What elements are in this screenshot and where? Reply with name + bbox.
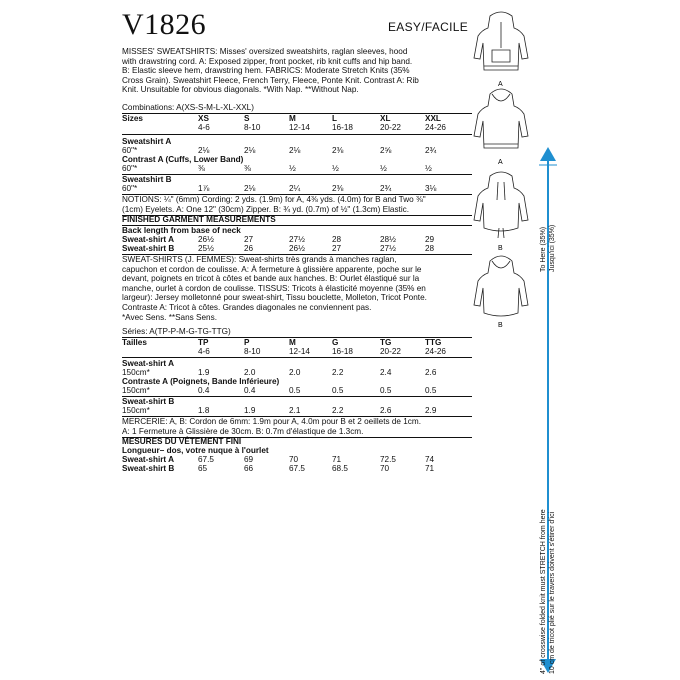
finished-cell: 26	[244, 244, 254, 253]
description-line: Contraste A: Tricot à côtes. Grandes diagonales ne conviennent pas.	[122, 302, 372, 312]
stretch-bottom-line-2: 10 cm de tricot plié sur le travers doivent s'étirer d'ici	[549, 511, 556, 674]
size-cell: P	[244, 338, 250, 347]
yardage-row	[122, 164, 472, 174]
finished-cell: 74	[425, 455, 435, 464]
divider	[122, 134, 472, 135]
yardage-cell: 2¾	[380, 184, 392, 193]
sweatshirt-a-front-illustration	[474, 12, 528, 70]
fabric-width: 60"*	[122, 146, 138, 155]
size-number-cell: 12-14	[289, 123, 310, 132]
description-line: B: Elastic sleeve hem, drawstring hem. FABRICS: Moderate Stretch Knits (35%	[122, 66, 410, 76]
label-b-back: B	[498, 322, 503, 329]
yardage-cell: ½	[289, 164, 296, 173]
notions-line: NOTIONS: ¼" (6mm) Cording: 2 yds. (1.9m) for A, 4⅜ yds. (4.0m) for B and Two ⅜"	[122, 195, 426, 204]
finished-cell: 27½	[289, 235, 305, 244]
finished-cell: 25½	[198, 244, 214, 253]
yardage-row	[122, 406, 472, 416]
stretch-bottom-line-1: 4" of crosswise folded knit must STRETCH from here	[540, 509, 547, 674]
stretch-top-line-1: To Here (35%)	[540, 226, 547, 272]
combinations-row	[122, 103, 472, 113]
size-cell: M	[289, 114, 296, 123]
size-cell: L	[332, 114, 338, 123]
stretch-top-line-2: Jusqu'ici (35%)	[549, 224, 556, 272]
fabric-width: 60"*	[122, 184, 138, 193]
finished-cell: 26½	[198, 235, 214, 244]
finished-cell: 66	[244, 464, 254, 473]
finished-cell: 29	[425, 235, 435, 244]
yardage-cell: 2.6	[425, 368, 437, 377]
finished-title-text: MESURES DU VÊTEMENT FINI	[122, 437, 242, 446]
size-cell: S	[244, 114, 250, 123]
yardage-row	[122, 184, 472, 194]
yardage-cell: 2¼	[289, 184, 301, 193]
size-numbers-row	[122, 123, 472, 133]
size-number-cell: 8-10	[244, 123, 261, 132]
back-length-text: Back length from base of neck	[122, 226, 241, 235]
section-title-text: Sweatshirt A	[122, 137, 172, 146]
yardage-cell: 2.4	[380, 368, 392, 377]
finished-cell: 71	[332, 455, 342, 464]
finished-title-text: FINISHED GARMENT MEASUREMENTS	[122, 215, 276, 224]
description-line: MISSES' SWEATSHIRTS: Misses' oversized sweatshirts, raglan sleeves, hood	[122, 47, 408, 56]
yardage-cell: 1.8	[198, 406, 210, 415]
yardage-cell: 2⅝	[380, 146, 392, 155]
pattern-number: V1826	[122, 8, 207, 41]
size-cell: G	[332, 338, 339, 347]
yardage-cell: 0.4	[244, 386, 256, 395]
section-title-text: Contrast A (Cuffs, Lower Band)	[122, 155, 244, 164]
fabric-width: 60"*	[122, 164, 138, 173]
size-number-cell: 20-22	[380, 123, 401, 132]
size-cell: TP	[198, 338, 209, 347]
yardage-cell: 3⅛	[425, 184, 437, 193]
description-line: manche, ourlet à cordon de coulisse. TISSUS: Tricots à élasticité moyenne (35% en	[122, 283, 426, 293]
yardage-cell: 1.9	[244, 406, 256, 415]
difficulty-label: EASY/FACILE	[388, 20, 468, 34]
finished-cell: 67.5	[198, 455, 214, 464]
notions	[122, 195, 468, 214]
finished-cell: 28	[425, 244, 435, 253]
yardage-cell: ½	[380, 164, 387, 173]
description-line: *Avec Sens. **Sans Sens.	[122, 312, 217, 322]
sizes-label: Sizes	[122, 114, 143, 123]
sweatshirt-b-front-illustration	[474, 172, 528, 238]
yardage-cell: 2.0	[244, 368, 256, 377]
yardage-cell: 2.2	[332, 406, 344, 415]
finished-cell: 72.5	[380, 455, 396, 464]
yardage-row	[122, 386, 472, 396]
description-line: SWEAT-SHIRTS (J. FEMMES): Sweat-shirts très grands à manches raglan,	[122, 255, 397, 264]
yardage-cell: 2¾	[425, 146, 437, 155]
size-cell: M	[289, 338, 296, 347]
label-b-front: B	[498, 245, 503, 252]
back-length-text: Longueur– dos, votre nuque à l'ourlet	[122, 446, 269, 455]
finished-cell: 71	[425, 464, 435, 473]
yardage-cell: 2.2	[332, 368, 344, 377]
size-cell: XXL	[425, 114, 441, 123]
finished-cell: 68.5	[332, 464, 348, 473]
yardage-cell: 2⅛	[289, 146, 301, 155]
yardage-cell: 2.9	[425, 406, 437, 415]
notions-line: A: 1 Fermeture à Glissière de 30cm. B: 0.7m d'élastique de 1.3cm.	[122, 426, 364, 436]
yardage-cell: 2⅜	[332, 184, 344, 193]
yardage-cell: 1⅞	[198, 184, 210, 193]
finished-cell: 70	[289, 455, 299, 464]
section-title-text: Contraste A (Poignets, Bande Inférieure)	[122, 377, 280, 386]
finished-label: Sweat-shirt B	[122, 244, 175, 253]
fabric-width: 150cm*	[122, 406, 150, 415]
fabric-width: 150cm*	[122, 368, 150, 377]
finished-cell: 26½	[289, 244, 305, 253]
finished-cell: 27½	[380, 244, 396, 253]
finished-cell: 65	[198, 464, 208, 473]
fabric-width: 150cm*	[122, 386, 150, 395]
finished-cell: 28	[332, 235, 342, 244]
yardage-cell: 0.4	[198, 386, 210, 395]
finished-cell: 28½	[380, 235, 396, 244]
finished-cell: 67.5	[289, 464, 305, 473]
yardage-cell: 2.1	[289, 406, 301, 415]
label-a-back: A	[498, 159, 503, 166]
yardage-cell: 0.5	[425, 386, 437, 395]
french-description	[122, 255, 468, 322]
size-number-cell: 20-22	[380, 347, 401, 356]
size-cell: TG	[380, 338, 392, 347]
finished-row	[122, 244, 472, 254]
finished-label: Sweat-shirt A	[122, 235, 175, 244]
description-line: Cross Grain). Sweatshirt Fleece, French Terry, Fleece, Ponte Knit. Contrast A: Rib	[122, 75, 419, 85]
label-a-front: A	[498, 81, 503, 88]
section-title-text: Sweat-shirt B	[122, 397, 175, 406]
sweatshirt-a-back-illustration	[474, 89, 528, 148]
sizes-label: Tailles	[122, 338, 147, 347]
description-line: devant, poignets en tricot à côtes et bande aux hanches. B: Ourlet élastiqué sur la	[122, 274, 420, 284]
yardage-cell: 2⅜	[332, 146, 344, 155]
notions-line: (1cm) Eyelets. A: One 12" (30cm) Zipper. B: ¾ yd. (0.7m) of ½" (1.3cm) Elastic.	[122, 204, 410, 214]
finished-cell: 70	[380, 464, 390, 473]
yardage-cell: ½	[425, 164, 432, 173]
arrow-up-icon	[540, 147, 556, 161]
finished-row	[122, 464, 472, 474]
size-numbers-row	[122, 347, 472, 357]
size-number-cell: 16-18	[332, 347, 353, 356]
yardage-cell: 2⅛	[244, 184, 256, 193]
size-number-cell: 4-6	[198, 123, 210, 132]
size-number-cell: 24-26	[425, 347, 446, 356]
notions-line: MERCERIE: A, B: Cordon de 6mm: 1.9m pour A, 4.0m pour B et 2 oeillets de 1cm.	[122, 417, 421, 426]
series-text: Séries: A(TP-P-M-G-TG-TTG)	[122, 327, 231, 336]
yardage-cell: ½	[332, 164, 339, 173]
mercerie	[122, 417, 468, 436]
sweatshirt-b-back-illustration	[470, 255, 532, 335]
finished-cell: 27	[244, 235, 254, 244]
size-number-cell: 16-18	[332, 123, 353, 132]
yardage-cell: 2.6	[380, 406, 392, 415]
yardage-cell: 0.5	[380, 386, 392, 395]
combinations-text: Combinations: A(XS-S-M-L-XL-XXL)	[122, 103, 254, 112]
size-cell: XL	[380, 114, 391, 123]
yardage-cell: 0.5	[332, 386, 344, 395]
finished-label: Sweat-shirt A	[122, 455, 175, 464]
size-cell: TTG	[425, 338, 442, 347]
section-title-text: Sweat-shirt A	[122, 359, 175, 368]
series-row	[122, 327, 472, 337]
size-number-cell: 8-10	[244, 347, 261, 356]
yardage-cell: ⅜	[244, 164, 251, 173]
yardage-cell: ⅜	[198, 164, 205, 173]
size-number-cell: 12-14	[289, 347, 310, 356]
description-line: with drawstring cord. A: Exposed zipper, front pocket, rib knit cuffs and hip band.	[122, 56, 413, 66]
finished-title	[122, 215, 472, 225]
description-line: Knit. Unsuitable for obvious diagonals. *With Nap. **Without Nap.	[122, 85, 359, 95]
yardage-cell: 2.0	[289, 368, 301, 377]
description-line: capuchon et cordon de coulisse. A: À fermeture à glissière apparente, poche sur le	[122, 264, 422, 274]
finished-cell: 69	[244, 455, 254, 464]
finished-cell: 27	[332, 244, 342, 253]
finished-label: Sweat-shirt B	[122, 464, 175, 473]
size-number-cell: 24-26	[425, 123, 446, 132]
yardage-cell: 2⅛	[244, 146, 256, 155]
size-cell: XS	[198, 114, 209, 123]
description-line: largeur): Jersey molletonné pour sweat-shirt, Tissu bouclette, Molleton, Tricot Ponte.	[122, 293, 427, 303]
yardage-cell: 1.9	[198, 368, 210, 377]
yardage-cell: 2⅛	[198, 146, 210, 155]
section-title-text: Sweatshirt B	[122, 175, 172, 184]
yardage-cell: 0.5	[289, 386, 301, 395]
size-number-cell: 4-6	[198, 347, 210, 356]
english-description	[122, 47, 468, 95]
divider	[122, 357, 472, 358]
